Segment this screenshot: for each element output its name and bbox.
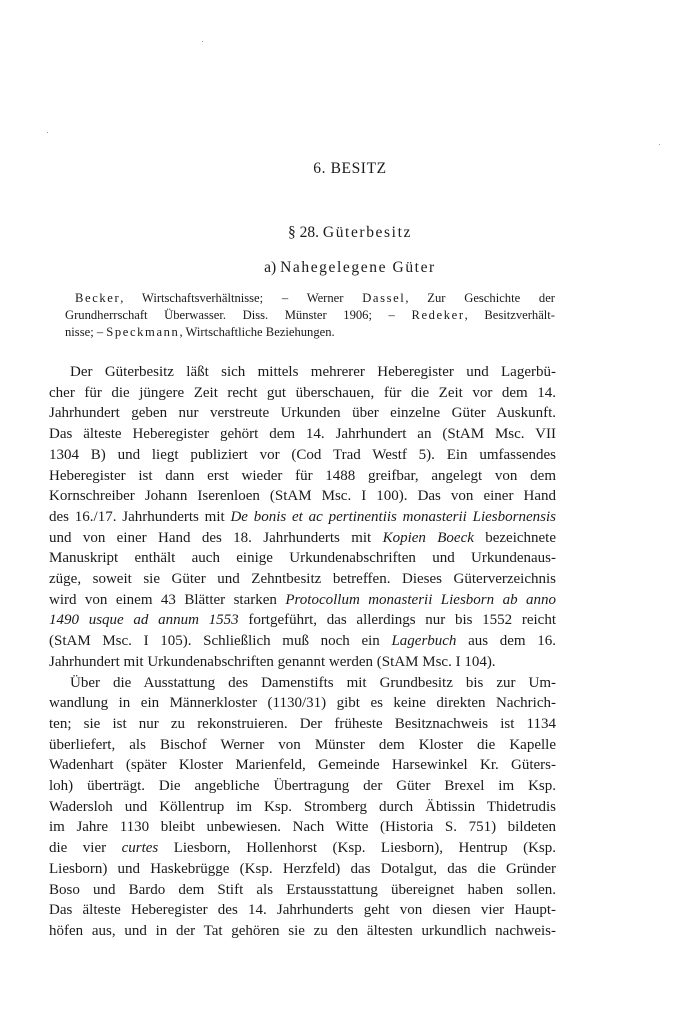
text-line <box>49 590 556 611</box>
text-segment: 1304 B) und liegt publiziert vor (Cod Trad Westf 5). Ein umfassendes <box>49 446 556 463</box>
text-line <box>49 797 556 818</box>
text-segment: züge, soweit sie Güter und Zehntbesitz betreffen. Dieses Güterverzeichnis <box>49 571 556 588</box>
text-segment: und von einer Hand des 18. Jahrhunderts mit <box>49 529 383 546</box>
text-line <box>49 466 556 487</box>
text-segment: Das älteste Heberegister gehört dem 14. Jahrhundert an (StAM Msc. VII <box>49 426 556 443</box>
italic-text: De bonis et ac pertinentiis monasterii Liesbornensis <box>230 508 556 525</box>
text-segment: wandlung in ein Männerkloster (1130/31) gibt es keine direkten Nachrich- <box>49 695 556 712</box>
text-line <box>49 838 556 859</box>
text-line <box>49 610 556 631</box>
text-line <box>49 693 556 714</box>
italic-text: 1490 usque ad annum 1553 <box>49 612 239 629</box>
subsection-title: Nahegelegene Güter <box>280 259 436 276</box>
text-segment: , Wirtschaftsverhältnisse; – <box>120 291 307 305</box>
text-segment: , Besitzverhält- <box>464 308 555 322</box>
text-segment: Kornschreiber Johann Iserenloen (StAM Msc. I 100). Das von einer Hand <box>49 488 556 505</box>
text-segment: , Zur Geschichte der <box>405 291 555 305</box>
chapter-heading <box>0 160 700 178</box>
body-text <box>49 362 556 942</box>
text-line <box>49 445 556 466</box>
text-line <box>49 817 556 838</box>
text-line <box>49 735 556 756</box>
italic-text: Protocollum monasterii Liesborn ab anno <box>285 591 556 608</box>
italic-text: Kopien Boeck <box>382 529 474 546</box>
text-line <box>49 652 556 673</box>
text-line <box>49 921 556 942</box>
text-segment: nisse; – <box>65 325 107 339</box>
text-segment: Grundherrschaft Überwasser. Diss. Münster 1906; – <box>65 308 412 322</box>
text-segment: , Wirtschaftliche Beziehungen. <box>179 325 335 339</box>
chapter-title: 6. BESITZ <box>313 160 387 177</box>
text-segment: Jahrhundert geben nur verstreute Urkunden über einzelne Güter Auskunft. <box>49 405 556 422</box>
author-name: Dassel <box>362 291 406 305</box>
text-segment: ten; sie ist nur zu rekonstruieren. Der früheste Besitznachweis ist 1134 <box>49 715 556 732</box>
text-line <box>49 507 556 528</box>
text-line <box>49 569 556 590</box>
bibliography-block <box>65 290 555 341</box>
text-line <box>49 362 556 383</box>
text-segment: Werner <box>306 291 363 305</box>
text-line <box>49 631 556 652</box>
text-segment: des 16./17. Jahrhunderts mit <box>49 508 231 525</box>
text-segment: Wadersloh und Köllentrup im Ksp. Stromberg durch Äbtissin Thidetrudis <box>49 798 556 815</box>
text-segment: loh) überträgt. Die angebliche Übertragung der Güter Brexel im Ksp. <box>49 778 556 795</box>
text-line <box>49 673 556 694</box>
text-segment: Liesborn) und Haskebrügge (Ksp. Herzfeld) das Dotalgut, das die Gründer <box>49 860 556 877</box>
scan-speck <box>659 144 660 145</box>
text-segment: überliefert, als Bischof Werner von Münster dem Kloster die Kapelle <box>49 736 556 753</box>
text-segment: (StAM Msc. I 105). Schließlich muß noch ein <box>49 633 392 650</box>
scan-speck <box>202 41 203 42</box>
text-segment: fortgeführt, das allerdings nur bis 1552 reicht <box>238 612 557 629</box>
text-segment: die vier <box>49 840 122 857</box>
text-segment: Das älteste Heberegister des 14. Jahrhunderts geht von diesen vier Haupt- <box>49 902 556 919</box>
author-name: Redeker <box>411 308 465 322</box>
author-name: Speckmann <box>106 325 180 339</box>
text-segment: im Jahre 1130 bleibt unbewiesen. Nach Witte (Historia S. 751) bildeten <box>49 819 556 836</box>
italic-text: Lagerbuch <box>391 633 457 650</box>
text-line <box>49 528 556 549</box>
text-line <box>49 776 556 797</box>
text-line <box>65 290 555 307</box>
text-line <box>49 424 556 445</box>
text-segment: wird von einem 43 Blätter starken <box>49 591 286 608</box>
text-segment: höfen aus, und in der Tat gehören sie zu den ältesten urkundlich nachweis- <box>49 922 556 939</box>
text-segment: Jahrhundert mit Urkundenabschriften genannt werden (StAM Msc. I 104). <box>49 653 496 670</box>
text-line <box>49 859 556 880</box>
text-segment: Wadenhart (später Kloster Marienfeld, Gemeinde Harsewinkel Kr. Güters- <box>49 757 556 774</box>
text-segment: Über die Ausstattung des Damenstifts mit Grundbesitz bis zur Um- <box>70 674 556 691</box>
text-line <box>49 880 556 901</box>
text-segment: bezeichnete <box>473 529 557 546</box>
text-line <box>65 324 555 341</box>
text-line <box>49 548 556 569</box>
text-line <box>49 714 556 735</box>
section-heading <box>0 224 700 242</box>
text-line <box>49 486 556 507</box>
text-line <box>65 307 555 324</box>
author-name: Becker <box>75 291 121 305</box>
text-line <box>49 900 556 921</box>
section-number: § 28. <box>288 224 320 241</box>
subsection-heading <box>0 259 700 277</box>
text-segment: Boso und Bardo dem Stift als Erstausstattung übereignet haben sollen. <box>49 881 556 898</box>
subsection-label: a) <box>264 259 277 276</box>
text-segment: Manuskript enthält auch einige Urkundenabschriften und Urkundenaus- <box>49 550 556 567</box>
italic-text: curtes <box>121 840 159 857</box>
text-line <box>49 755 556 776</box>
text-segment: Heberegister ist dann erst wieder für 1488 greifbar, angelegt von dem <box>49 467 556 484</box>
text-line <box>49 383 556 404</box>
text-segment: aus dem 16. <box>456 633 556 650</box>
text-segment: cher für die jüngere Zeit recht gut überschauen, für die Zeit vor dem 14. <box>49 384 556 401</box>
section-title: Güterbesitz <box>322 224 412 241</box>
text-segment: Liesborn, Hollenhorst (Ksp. Liesborn), Hentrup (Ksp. <box>158 840 556 857</box>
text-segment: Der Güterbesitz läßt sich mittels mehrerer Heberegister und Lagerbü- <box>70 364 556 380</box>
text-line <box>49 403 556 424</box>
scan-speck <box>47 132 48 133</box>
